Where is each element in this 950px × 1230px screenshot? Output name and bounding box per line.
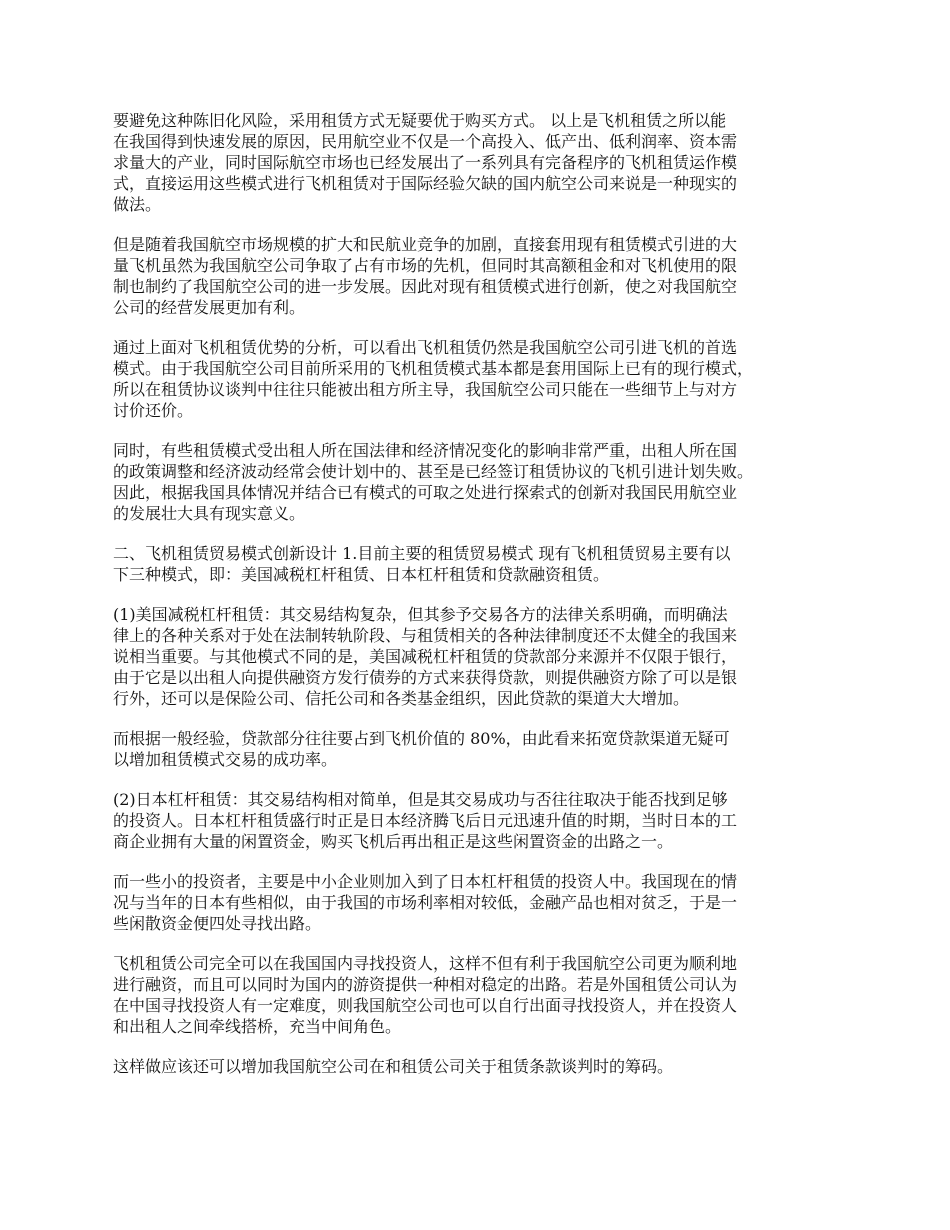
text-line: 而一些小的投资者，主要是中小企业则加入到了日本杠杆租赁的投资人中。我国现在的情 xyxy=(113,872,738,891)
text-line: 以增加租赁模式交易的成功率。 xyxy=(113,750,338,769)
text-line: 通过上面对飞机租赁优势的分析，可以看出飞机租赁仍然是我国航空公司引进飞机的首选 xyxy=(113,338,738,357)
text-line: 在我国得到快速发展的原因，民用航空业不仅是一个高投入、低产出、低利润率、资本需 xyxy=(113,132,738,151)
text-line: 公司的经营发展更加有利。 xyxy=(113,298,306,317)
text-line: 但是随着我国航空市场规模的扩大和民航业竞争的加剧，直接套用现有租赁模式引进的大 xyxy=(113,235,738,254)
paragraph-2 xyxy=(113,234,841,318)
text-line: 况与当年的日本有些相似，由于我国的市场利率相对较低，金融产品也相对贫乏，于是一 xyxy=(113,893,738,912)
text-line: 量飞机虽然为我国航空公司争取了占有市场的先机，但同时其高额租金和对飞机使用的限 xyxy=(113,256,738,275)
paragraph-6 xyxy=(113,604,841,709)
text-line: 所以在租赁协议谈判中往往只能被出租方所主导，我国航空公司只能在一些细节上与对方 xyxy=(113,380,738,399)
text-line: 这样做应该还可以增加我国航空公司在和租赁公司关于租赁条款谈判时的筹码。 xyxy=(113,1057,674,1076)
text-line: 些闲散资金便四处寻找出路。 xyxy=(113,914,322,933)
text-line: 说相当重要。与其他模式不同的是，美国减税杠杆租赁的贷款部分来源并不仅限于银行， xyxy=(113,647,738,666)
paragraph-10 xyxy=(113,953,841,1037)
text-line: 由于它是以出租人向提供融资方发行债券的方式来获得贷款，则提供融资方除了可以是银 xyxy=(113,668,738,687)
text-line: 律上的各种关系对于处在法制转轨阶段、与租赁相关的各种法律制度还不太健全的我国来 xyxy=(113,626,738,645)
text-line: (1)美国减税杠杆租赁：其交易结构复杂，但其参予交易各方的法律关系明确，而明确法 xyxy=(113,605,728,624)
text-line: 式，直接运用这些模式进行飞机租赁对于国际经验欠缺的国内航空公司来说是一种现实的 xyxy=(113,174,738,193)
document-body xyxy=(113,110,841,1096)
paragraph-11 xyxy=(113,1056,841,1077)
text-line: 求量大的产业，同时国际航空市场也已经发展出了一系列具有完备程序的飞机租赁运作模 xyxy=(113,153,738,172)
paragraph-7 xyxy=(113,728,841,770)
text-line: 和出租人之间牵线搭桥，充当中间角色。 xyxy=(113,1017,402,1036)
text-line: 的投资人。日本杠杆租赁盛行时正是日本经济腾飞后日元迅速升值的时期，当时日本的工 xyxy=(113,811,738,830)
text-line: 讨价还价。 xyxy=(113,401,194,420)
text-line: 要避免这种陈旧化风险，采用租赁方式无疑要优于购买方式。 以上是飞机租赁之所以能 xyxy=(113,111,727,130)
text-line: 在中国寻找投资人有一定难度，则我国航空公司也可以自行出面寻找投资人，并在投资人 xyxy=(113,996,738,1015)
text-line: 模式。由于我国航空公司目前所采用的飞机租赁模式基本都是套用国际上已有的现行模式， xyxy=(113,359,754,378)
text-line: 商企业拥有大量的闲置资金，购买飞机后再出租正是这些闲置资金的出路之一。 xyxy=(113,832,674,851)
paragraph-5 xyxy=(113,543,841,585)
paragraph-3 xyxy=(113,337,841,421)
text-line: 进行融资，而且可以同时为国内的游资提供一种相对稳定的出路。若是外国租赁公司认为 xyxy=(113,975,738,994)
paragraph-9 xyxy=(113,871,841,934)
paragraph-8 xyxy=(113,789,841,852)
text-line: 而根据一般经验，贷款部分往往要占到飞机价值的 80%，由此看来拓宽贷款渠道无疑可 xyxy=(113,729,730,748)
text-line: 做法。 xyxy=(113,195,162,214)
text-line: 的发展壮大具有现实意义。 xyxy=(113,504,306,523)
paragraph-4 xyxy=(113,440,841,524)
text-line: (2)日本杠杆租赁：其交易结构相对简单，但是其交易成功与否往往取决于能否找到足够 xyxy=(113,790,728,809)
text-line: 二、飞机租赁贸易模式创新设计 1.目前主要的租赁贸易模式 现有飞机租赁贸易主要有以 xyxy=(113,544,731,563)
text-line: 下三种模式，即：美国减税杠杆租赁、日本杠杆租赁和贷款融资租赁。 xyxy=(113,565,610,584)
text-line: 的政策调整和经济波动经常会使计划中的、甚至是已经签订租赁协议的飞机引进计划失败。 xyxy=(113,462,754,481)
text-line: 制也制约了我国航空公司的进一步发展。因此对现有租赁模式进行创新，使之对我国航空 xyxy=(113,277,738,296)
paragraph-1 xyxy=(113,110,841,215)
text-line: 行外，还可以是保险公司、信托公司和各类基金组织，因此贷款的渠道大大增加。 xyxy=(113,689,690,708)
text-line: 同时，有些租赁模式受出租人所在国法律和经济情况变化的影响非常严重，出租人所在国 xyxy=(113,441,738,460)
text-line: 因此，根据我国具体情况并结合已有模式的可取之处进行探索式的创新对我国民用航空业 xyxy=(113,483,738,502)
text-line: 飞机租赁公司完全可以在我国国内寻找投资人，这样不但有利于我国航空公司更为顺利地 xyxy=(113,954,738,973)
